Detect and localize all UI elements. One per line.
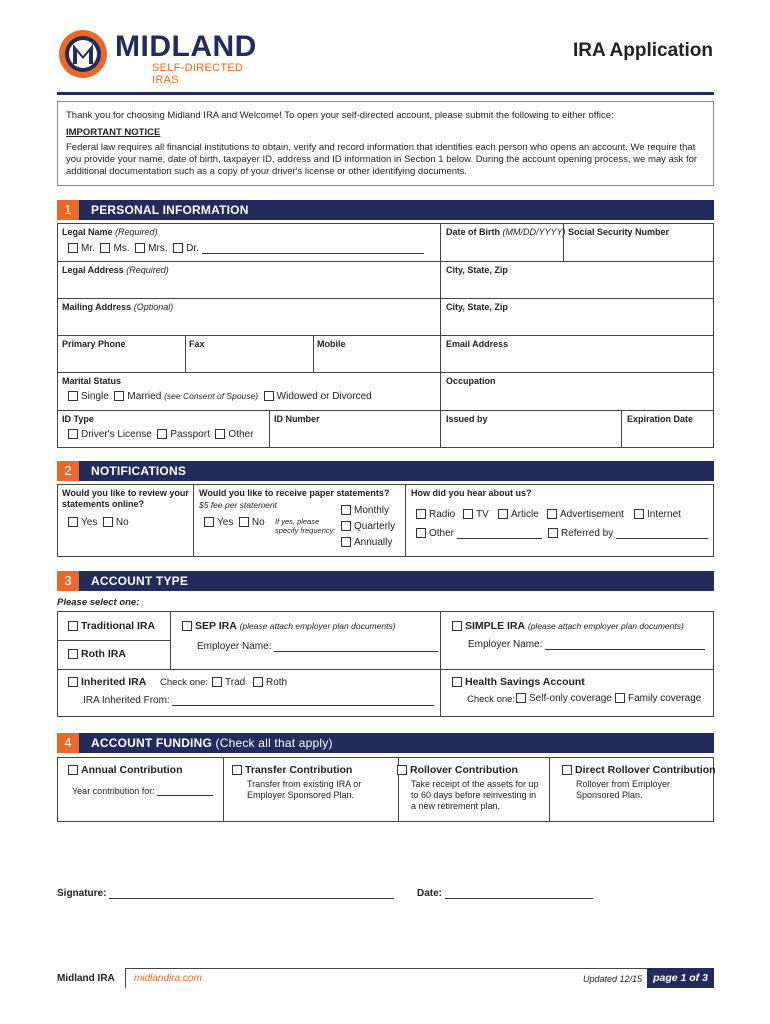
- frequency-note: If yes, please specify frequency:: [275, 517, 336, 535]
- rollover-contribution-option[interactable]: Rollover Contribution: [397, 764, 518, 776]
- marital-status-label: Marital Status: [62, 376, 122, 386]
- freq-annually[interactable]: Annually: [341, 537, 392, 548]
- id-type-options: [68, 429, 253, 440]
- legal-address-label: Legal Address (Required): [62, 265, 169, 275]
- page-title: IRA Application: [572, 40, 713, 61]
- section-title: ACCOUNT TYPE: [91, 574, 189, 588]
- inherited-ira-option[interactable]: Inherited IRA: [68, 676, 146, 688]
- id-drivers-license[interactable]: Driver's License: [68, 429, 152, 440]
- email-label: Email Address: [446, 339, 509, 349]
- transfer-contribution-option[interactable]: Transfer Contribution: [232, 764, 352, 776]
- hsa-self-only[interactable]: Self-only coverage: [516, 693, 612, 704]
- annual-contribution-option[interactable]: Annual Contribution: [68, 764, 182, 776]
- title-ms[interactable]: Ms.: [100, 243, 129, 254]
- referred-by-field[interactable]: [616, 528, 708, 539]
- roth-ira-option[interactable]: Roth IRA: [68, 648, 126, 660]
- hear-internet[interactable]: Internet: [634, 509, 681, 520]
- inherited-from-label: IRA Inherited From:: [83, 695, 434, 706]
- intro-text: Thank you for choosing Midland IRA and Welcome! To open your self-directed account, please submit the following to either office:: [66, 110, 614, 121]
- hsa-family[interactable]: Family coverage: [615, 693, 701, 704]
- signature-label: Signature:: [57, 888, 394, 899]
- sep-ira-option[interactable]: SEP IRA (please attach employer plan documents): [182, 620, 396, 632]
- section-number: 1: [57, 200, 79, 220]
- inherited-check-one: Check one:: [160, 677, 209, 688]
- section-title: ACCOUNT FUNDING (Check all that apply): [91, 736, 333, 750]
- notice-title: IMPORTANT NOTICE: [66, 127, 161, 138]
- occupation-label: Occupation: [446, 376, 496, 386]
- page-number-badge: page 1 of 3: [647, 968, 714, 988]
- fax-label: Fax: [189, 339, 205, 349]
- city-label-2: City, State, Zip: [446, 302, 508, 312]
- date-field[interactable]: [445, 888, 593, 899]
- paper-statements-question: Would you like to receive paper statements?: [199, 488, 390, 498]
- freq-quarterly[interactable]: Quarterly: [341, 521, 395, 532]
- footer-rule: [125, 968, 714, 969]
- simple-employer-field[interactable]: [545, 639, 705, 650]
- paper-no[interactable]: No: [239, 517, 265, 528]
- mobile-label: Mobile: [317, 339, 346, 349]
- hear-referred[interactable]: Referred by: [548, 528, 708, 539]
- section-3-header: [57, 571, 714, 591]
- id-type-label: ID Type: [62, 414, 94, 424]
- legal-name-label: Legal Name (Required): [62, 227, 158, 237]
- hear-other[interactable]: Other: [416, 528, 542, 539]
- footer-url[interactable]: midlandira.com: [134, 973, 202, 984]
- dob-label: Date of Birth (MM/DD/YYYY): [446, 227, 566, 237]
- footer-updated: Updated 12/15: [583, 974, 643, 984]
- title-mr[interactable]: Mr.: [68, 243, 95, 254]
- date-label: Date:: [417, 888, 593, 899]
- intro-box: [57, 101, 714, 186]
- hear-radio[interactable]: Radio: [416, 509, 455, 520]
- simple-ira-option[interactable]: SIMPLE IRA (please attach employer plan documents): [452, 620, 684, 632]
- section-number: 2: [57, 461, 79, 481]
- hsa-option[interactable]: Health Savings Account: [452, 676, 585, 688]
- title-mrs[interactable]: Mrs.: [135, 243, 167, 254]
- section-4-header: [57, 733, 714, 753]
- marital-options: [68, 391, 372, 402]
- title-dr[interactable]: Dr.: [173, 243, 199, 254]
- hsa-check-one: Check one:: [467, 694, 516, 705]
- logo-mark-icon: [57, 28, 109, 80]
- marital-married[interactable]: Married (see Consent of Spouse): [114, 391, 258, 402]
- online-statements-question: Would you like to review your statements online?: [62, 488, 189, 509]
- logo: [57, 28, 267, 84]
- mailing-address-label: Mailing Address (Optional): [62, 302, 174, 312]
- paper-statements-options: [204, 517, 265, 528]
- ssn-label: Social Security Number: [568, 227, 670, 237]
- issued-by-label: Issued by: [446, 414, 488, 424]
- marital-single[interactable]: Single: [68, 391, 109, 402]
- primary-phone-label: Primary Phone: [62, 339, 126, 349]
- personal-info-table: [57, 223, 714, 448]
- notice-body: Federal law requires all financial institutions to obtain, verify and record information that identifies each person who opens an account. We require that you provide your name, date of birth, taxpayer ID, address and ID information in Section 1 below. During the account opening process, we may ask for additional documentation such as a copy of your driver's license or other identifying documents.: [66, 142, 698, 177]
- marital-widowed[interactable]: Widowed or Divorced: [264, 391, 372, 402]
- inherited-from-field[interactable]: [172, 695, 434, 706]
- section-title: NOTIFICATIONS: [91, 464, 187, 478]
- expiration-label: Expiration Date: [627, 414, 694, 424]
- inherited-trad[interactable]: Trad: [212, 677, 245, 688]
- section-1-header: [57, 200, 714, 220]
- direct-rollover-description: Rollover from Employer Sponsored Plan.: [576, 779, 671, 800]
- online-no[interactable]: No: [103, 517, 129, 528]
- sep-employer-field[interactable]: [274, 641, 438, 652]
- hear-about-question: How did you hear about us?: [411, 488, 532, 498]
- rollover-description: Take receipt of the assets for up to 60 days before reinvesting in a new retirement plan.: [411, 779, 539, 811]
- footer-brand: Midland IRA: [57, 973, 115, 984]
- header-rule: [57, 92, 714, 95]
- paper-yes[interactable]: Yes: [204, 517, 233, 528]
- direct-rollover-option[interactable]: Direct Rollover Contribution: [562, 764, 716, 776]
- section-number: 4: [57, 733, 79, 753]
- city-label-1: City, State, Zip: [446, 265, 508, 275]
- hear-advertisement[interactable]: Advertisement: [547, 509, 624, 520]
- sep-employer-label: Employer Name:: [197, 641, 438, 652]
- footer-divider: [125, 968, 126, 988]
- hear-tv[interactable]: TV: [463, 509, 489, 520]
- section-2-header: [57, 461, 714, 481]
- freq-monthly[interactable]: Monthly: [341, 505, 389, 516]
- select-one-label: Please select one:: [57, 597, 140, 608]
- inherited-roth[interactable]: Roth: [253, 677, 287, 688]
- traditional-ira-option[interactable]: Traditional IRA: [68, 620, 155, 632]
- paper-fee-note: $5 fee per statement: [199, 500, 277, 510]
- year-contribution-label: Year contribution for:: [72, 785, 213, 796]
- year-contribution-field[interactable]: [157, 785, 213, 796]
- logo-name: MIDLAND: [115, 30, 257, 63]
- id-other[interactable]: Other: [215, 429, 253, 440]
- section-number: 3: [57, 571, 79, 591]
- simple-employer-label: Employer Name:: [468, 639, 705, 650]
- signature-field[interactable]: [109, 888, 394, 899]
- section-title: PERSONAL INFORMATION: [91, 203, 249, 217]
- id-number-label: ID Number: [274, 414, 320, 424]
- online-yes[interactable]: Yes: [68, 517, 97, 528]
- online-statements-options: [68, 517, 129, 528]
- hear-article[interactable]: Article: [498, 509, 539, 520]
- transfer-description: Transfer from existing IRA or Employer Sponsored Plan.: [247, 779, 362, 800]
- legal-name-field[interactable]: [202, 243, 424, 254]
- id-passport[interactable]: Passport: [157, 429, 209, 440]
- name-title-options: [68, 243, 424, 254]
- hear-other-field[interactable]: [457, 528, 542, 539]
- logo-tagline: SELF-DIRECTED IRAS: [152, 62, 244, 86]
